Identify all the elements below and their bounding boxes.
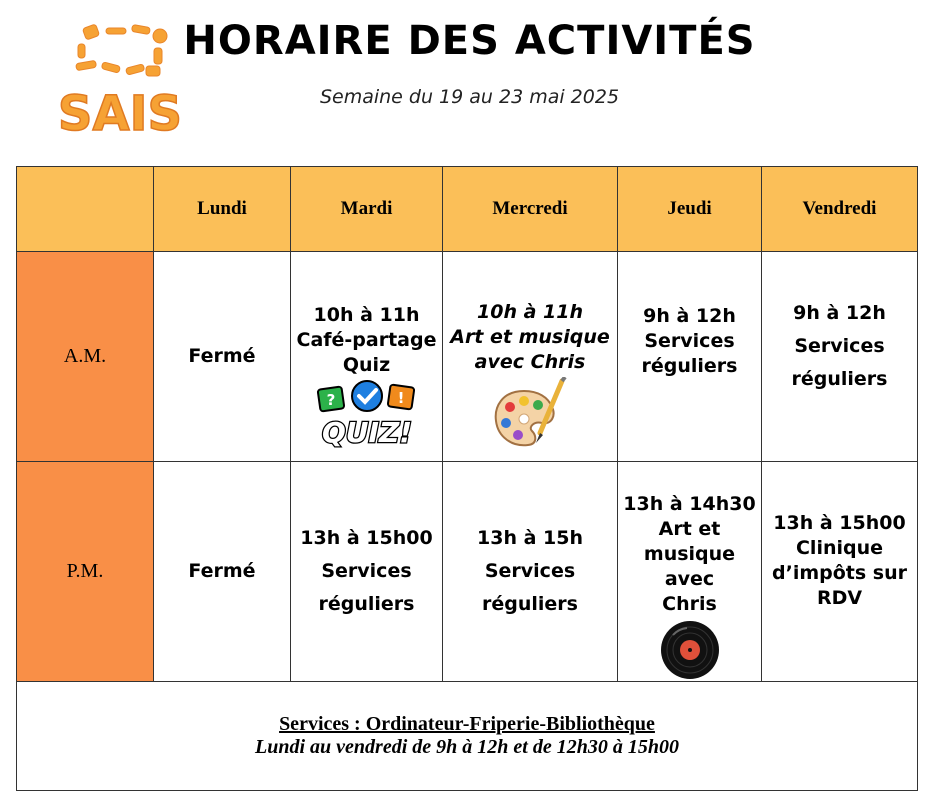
pm-mercredi-line2: réguliers bbox=[482, 593, 578, 615]
am-vendredi-line2: réguliers bbox=[791, 368, 888, 390]
pm-mardi-time: 13h à 15h00 bbox=[300, 527, 433, 549]
pm-jeudi-line2: musique avec bbox=[643, 543, 736, 590]
am-mardi-cell bbox=[291, 252, 443, 462]
am-mardi-time: 10h à 11h bbox=[313, 304, 420, 326]
pm-mardi-line2: réguliers bbox=[318, 593, 415, 615]
am-vendredi-time: 9h à 12h bbox=[793, 302, 886, 324]
pm-vendredi-cell bbox=[762, 462, 918, 682]
pm-jeudi-time: 13h à 14h30 bbox=[623, 493, 756, 515]
services-footer bbox=[17, 682, 918, 791]
am-lundi-text: Fermé bbox=[188, 345, 256, 367]
day-header-row bbox=[17, 167, 918, 252]
pm-lundi-cell bbox=[154, 462, 291, 682]
page-subtitle: Semaine du 19 au 23 mai 2025 bbox=[319, 86, 620, 108]
am-mardi-line1: Café-partage bbox=[296, 329, 437, 351]
palette-icon bbox=[490, 377, 570, 451]
am-lundi-cell bbox=[154, 252, 291, 462]
pm-jeudi-cell bbox=[618, 462, 762, 682]
vinyl-record-icon bbox=[659, 619, 721, 681]
svg-text:QUIZ!: QUIZ! bbox=[321, 416, 412, 448]
pm-mercredi-line1: Services bbox=[484, 560, 576, 582]
am-mardi-line2: Quiz bbox=[342, 354, 391, 376]
am-jeudi-line2: réguliers bbox=[641, 355, 738, 377]
pm-lundi-text: Fermé bbox=[188, 560, 256, 582]
period-am-label: A.M. bbox=[17, 252, 154, 462]
svg-text:!: ! bbox=[397, 389, 404, 407]
am-jeudi-time: 9h à 12h bbox=[643, 305, 736, 327]
svg-text:?: ? bbox=[326, 391, 335, 409]
day-header-jeudi: Jeudi bbox=[618, 167, 762, 252]
footer-row bbox=[17, 682, 918, 791]
pm-mercredi-cell bbox=[443, 462, 618, 682]
pm-jeudi-line3: Chris bbox=[662, 593, 717, 615]
am-mercredi-cell bbox=[443, 252, 618, 462]
pm-row bbox=[17, 462, 918, 682]
am-vendredi-line1: Services bbox=[794, 335, 885, 357]
page-title: HORAIRE DES ACTIVITÉS bbox=[183, 18, 756, 64]
schedule-table bbox=[16, 166, 918, 791]
pm-vendredi-line3: RDV bbox=[816, 586, 863, 609]
quiz-icon bbox=[315, 380, 419, 448]
pm-mardi-line1: Services bbox=[321, 560, 412, 582]
day-header-mardi: Mardi bbox=[291, 167, 443, 252]
page-header bbox=[0, 0, 939, 160]
services-list: Services : Ordinateur-Friperie-Bibliothèque bbox=[279, 713, 655, 735]
am-row bbox=[17, 252, 918, 462]
am-mercredi-line1: Art et musique bbox=[450, 326, 610, 348]
services-hours: Lundi au vendredi de 9h à 12h et de 12h30 à 15h00 bbox=[255, 736, 679, 758]
pm-mardi-cell bbox=[291, 462, 443, 682]
am-vendredi-cell bbox=[762, 252, 918, 462]
day-header-lundi: Lundi bbox=[154, 167, 291, 252]
am-mercredi-time: 10h à 11h bbox=[477, 301, 583, 323]
pm-vendredi-line2: d’impôts sur bbox=[772, 561, 907, 584]
pm-vendredi-time: 13h à 15h00 bbox=[773, 511, 906, 534]
period-pm-label: P.M. bbox=[17, 462, 154, 682]
am-mercredi-line2: avec Chris bbox=[474, 351, 586, 373]
corner-cell bbox=[17, 167, 154, 252]
logo-text: SAIS bbox=[57, 86, 183, 140]
pm-mercredi-time: 13h à 15h bbox=[477, 527, 583, 549]
pm-jeudi-line1: Art et bbox=[658, 518, 721, 540]
day-header-mercredi: Mercredi bbox=[443, 167, 618, 252]
pm-vendredi-line1: Clinique bbox=[795, 536, 884, 559]
am-jeudi-line1: Services bbox=[644, 330, 735, 352]
am-jeudi-cell bbox=[618, 252, 762, 462]
day-header-vendredi: Vendredi bbox=[762, 167, 918, 252]
